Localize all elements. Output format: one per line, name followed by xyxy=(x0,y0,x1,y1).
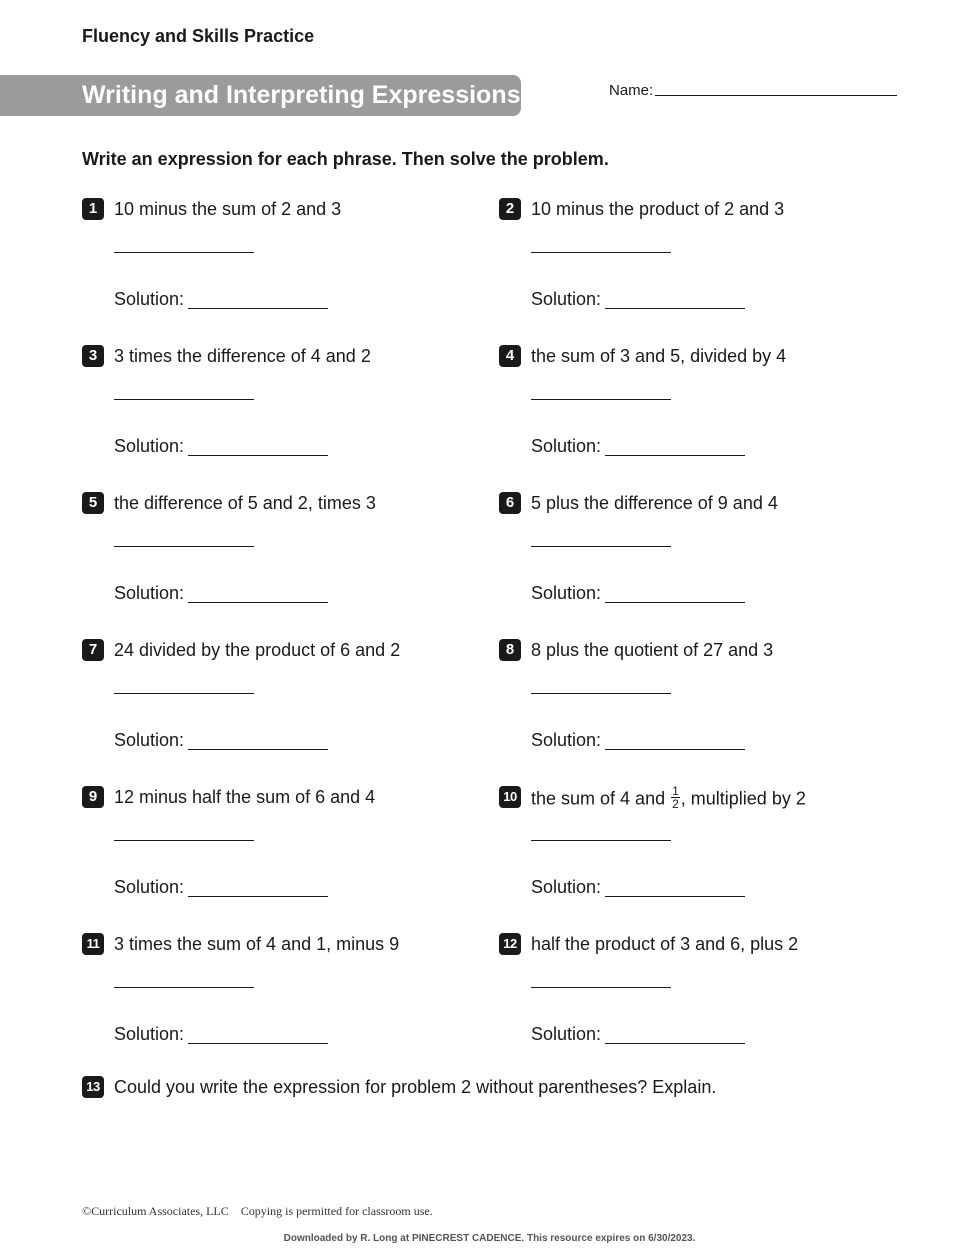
problem-number-badge: 1 xyxy=(82,198,104,220)
solution-label: Solution: xyxy=(531,289,602,309)
copyright-notice: ©Curriculum Associates, LLC Copying is permitted for classroom use. xyxy=(82,1204,433,1218)
solution-label: Solution: xyxy=(114,583,185,603)
expression-answer-line[interactable] xyxy=(531,546,671,547)
expression-answer-line[interactable] xyxy=(114,693,254,694)
solution-row xyxy=(114,289,328,310)
solution-answer-line[interactable] xyxy=(188,602,328,603)
problem-number-badge: 8 xyxy=(499,639,521,661)
solution-answer-line[interactable] xyxy=(605,896,745,897)
phrase-text-after: , multiplied by 2 xyxy=(680,788,806,809)
problem-number-badge: 13 xyxy=(82,1076,104,1098)
problem-phrase: 10 minus the sum of 2 and 3 xyxy=(114,199,342,219)
expression-answer-line[interactable] xyxy=(114,987,254,988)
problem-phrase: half the product of 3 and 6, plus 2 xyxy=(531,934,799,954)
problem-13 xyxy=(82,1076,882,1116)
solution-row xyxy=(531,877,745,898)
section-label: Fluency and Skills Practice xyxy=(82,26,315,46)
problem-5 xyxy=(82,492,482,612)
solution-row xyxy=(114,436,328,457)
solution-label: Solution: xyxy=(114,730,185,750)
fraction-one-half xyxy=(671,785,680,810)
solution-answer-line[interactable] xyxy=(605,308,745,309)
page-title: Writing and Interpreting Expressions xyxy=(82,81,521,109)
problem-number-badge: 10 xyxy=(499,786,521,808)
solution-label: Solution: xyxy=(531,730,602,750)
problem-7 xyxy=(82,639,482,759)
solution-answer-line[interactable] xyxy=(188,749,328,750)
fraction-denominator: 2 xyxy=(672,797,679,811)
expression-answer-line[interactable] xyxy=(531,840,671,841)
solution-label: Solution: xyxy=(531,1024,602,1044)
download-notice: Downloaded by R. Long at PINECREST CADENCE. This resource expires on 6/30/2023. xyxy=(283,1233,696,1244)
solution-label: Solution: xyxy=(114,436,185,456)
problem-number-badge: 12 xyxy=(499,933,521,955)
solution-row xyxy=(531,1024,745,1045)
problem-12 xyxy=(499,933,899,1053)
expression-answer-line[interactable] xyxy=(114,840,254,841)
problem-number-badge: 4 xyxy=(499,345,521,367)
instructions: Write an expression for each phrase. Then solve the problem. xyxy=(82,149,609,169)
solution-answer-line[interactable] xyxy=(605,1043,745,1044)
problem-number-badge: 6 xyxy=(499,492,521,514)
expression-answer-line[interactable] xyxy=(114,252,254,253)
problem-1 xyxy=(82,198,482,318)
solution-row xyxy=(531,730,745,751)
solution-label: Solution: xyxy=(114,289,185,309)
problem-9 xyxy=(82,786,482,906)
solution-label: Solution: xyxy=(114,1024,185,1044)
problem-number-badge: 7 xyxy=(82,639,104,661)
problem-number-badge: 9 xyxy=(82,786,104,808)
expression-answer-line[interactable] xyxy=(531,987,671,988)
problem-10 xyxy=(499,786,899,906)
problem-phrase: 10 minus the product of 2 and 3 xyxy=(531,199,785,219)
problem-number-badge: 2 xyxy=(499,198,521,220)
problem-number-badge: 3 xyxy=(82,345,104,367)
problem-2 xyxy=(499,198,899,318)
problem-8 xyxy=(499,639,899,759)
solution-answer-line[interactable] xyxy=(188,1043,328,1044)
solution-answer-line[interactable] xyxy=(605,455,745,456)
title-banner xyxy=(0,75,521,116)
expression-answer-line[interactable] xyxy=(531,399,671,400)
problem-phrase: 8 plus the quotient of 27 and 3 xyxy=(531,640,774,660)
expression-answer-line[interactable] xyxy=(114,399,254,400)
expression-answer-line[interactable] xyxy=(531,252,671,253)
solution-label: Solution: xyxy=(531,583,602,603)
problem-number-badge: 5 xyxy=(82,492,104,514)
expression-answer-line[interactable] xyxy=(114,546,254,547)
name-line[interactable] xyxy=(655,95,897,96)
problem-phrase: 3 times the difference of 4 and 2 xyxy=(114,346,371,366)
problem-phrase: the difference of 5 and 2, times 3 xyxy=(114,493,376,513)
name-label: Name: xyxy=(609,82,654,99)
solution-row xyxy=(114,1024,328,1045)
problem-11 xyxy=(82,933,482,1053)
problem-phrase: 5 plus the difference of 9 and 4 xyxy=(531,493,778,513)
solution-label: Solution: xyxy=(531,877,602,897)
phrase-text-before: the sum of 4 and xyxy=(531,788,671,809)
problem-phrase xyxy=(531,784,806,812)
problem-6 xyxy=(499,492,899,612)
solution-answer-line[interactable] xyxy=(605,602,745,603)
solution-answer-line[interactable] xyxy=(188,308,328,309)
expression-answer-line[interactable] xyxy=(531,693,671,694)
problem-4 xyxy=(499,345,899,465)
problem-phrase: 3 times the sum of 4 and 1, minus 9 xyxy=(114,934,400,954)
problem-3 xyxy=(82,345,482,465)
fraction-numerator: 1 xyxy=(672,784,679,798)
solution-row xyxy=(531,583,745,604)
problem-number-badge: 11 xyxy=(82,933,104,955)
problem-phrase: 24 divided by the product of 6 and 2 xyxy=(114,640,401,660)
solution-answer-line[interactable] xyxy=(605,749,745,750)
problem-phrase: 12 minus half the sum of 6 and 4 xyxy=(114,787,376,807)
solution-row xyxy=(114,730,328,751)
solution-answer-line[interactable] xyxy=(188,455,328,456)
solution-row xyxy=(114,583,328,604)
solution-row xyxy=(114,877,328,898)
solution-row xyxy=(531,436,745,457)
solution-label: Solution: xyxy=(114,877,185,897)
problem-phrase: the sum of 3 and 5, divided by 4 xyxy=(531,346,787,366)
name-field[interactable] xyxy=(609,82,899,102)
problem-phrase: Could you write the expression for problem 2 without parentheses? Explain. xyxy=(114,1077,717,1097)
solution-label: Solution: xyxy=(531,436,602,456)
solution-answer-line[interactable] xyxy=(188,896,328,897)
solution-row xyxy=(531,289,745,310)
